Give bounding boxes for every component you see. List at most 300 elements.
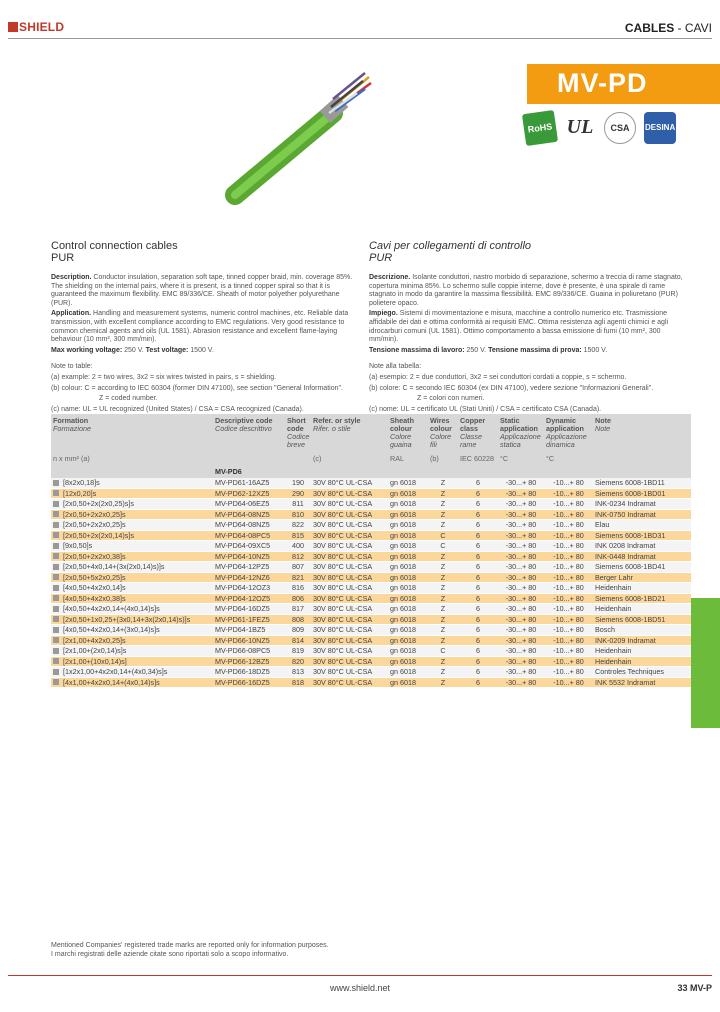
cell-dynamic: -10...+ 80 xyxy=(544,646,593,657)
cell-static: -30...+ 80 xyxy=(498,488,544,499)
cell-class: 6 xyxy=(458,530,498,541)
it-note-b2: Z = colori con numeri. xyxy=(417,395,485,403)
cell-static: -30...+ 80 xyxy=(498,667,544,678)
it-note-a: (a) esempio: 2 = due conduttori, 3x2 = sei conduttori cordati a coppie, s = schermo. xyxy=(369,373,627,381)
table-row xyxy=(51,593,691,604)
cell-sheath: gn 6018 xyxy=(388,520,428,531)
cell-code: MV-PD64-06EZ5 xyxy=(213,499,285,510)
cell-code: MV-PD64-1BZ5 xyxy=(213,625,285,636)
cell-dynamic: -10...+ 80 xyxy=(544,614,593,625)
unit-cell xyxy=(213,452,285,466)
cell-short: 811 xyxy=(285,499,311,510)
table-row xyxy=(51,635,691,646)
cell-wires: Z xyxy=(428,509,458,520)
cell-dynamic: -10...+ 80 xyxy=(544,499,593,510)
row-marker-icon xyxy=(53,522,59,528)
cell-sheath: gn 6018 xyxy=(388,488,428,499)
cell-code: MV-PD66-16DZ5 xyxy=(213,677,285,688)
unit-cell: °C xyxy=(544,452,593,466)
row-marker-icon xyxy=(53,627,59,633)
table-row xyxy=(51,625,691,636)
unit-cell: (b) xyxy=(428,452,458,466)
cell-short: 821 xyxy=(285,572,311,583)
cell-note: Heidenhain xyxy=(593,656,691,667)
cell-formation: [4x1,00+4x2x0,14+(4x0,14)s]s xyxy=(51,677,213,688)
cell-ref: 30V 80°C UL-CSA xyxy=(311,646,388,657)
page-number: 33 MV-P xyxy=(677,983,712,993)
cell-sheath: gn 6018 xyxy=(388,614,428,625)
row-marker-icon xyxy=(53,553,59,559)
row-marker-icon xyxy=(53,658,59,664)
table-header xyxy=(51,414,691,452)
row-marker-icon xyxy=(53,606,59,612)
cell-static: -30...+ 80 xyxy=(498,625,544,636)
ul-icon: UL xyxy=(566,116,594,138)
cell-sheath: gn 6018 xyxy=(388,478,428,488)
cell-short: 813 xyxy=(285,667,311,678)
table-row xyxy=(51,583,691,594)
cell-formation: [2x1,00+(2x0,14)s]s xyxy=(51,646,213,657)
cell-ref: 30V 80°C UL-CSA xyxy=(311,499,388,510)
cell-dynamic: -10...+ 80 xyxy=(544,677,593,688)
cell-wires: Z xyxy=(428,625,458,636)
cell-class: 6 xyxy=(458,488,498,499)
footnotes xyxy=(51,941,329,959)
cell-note: Bosch xyxy=(593,625,691,636)
cell-static: -30...+ 80 xyxy=(498,572,544,583)
bottom-divider xyxy=(8,975,712,976)
cell-ref: 30V 80°C UL-CSA xyxy=(311,635,388,646)
desina-icon: DESINA xyxy=(644,112,676,144)
cell-ref: 30V 80°C UL-CSA xyxy=(311,583,388,594)
cell-formation: [2x0,50+2x2x0,25]s xyxy=(51,520,213,531)
cell-wires: Z xyxy=(428,593,458,604)
en-voltage: Max working voltage: 250 V. Test voltage: 1500 V. xyxy=(51,346,214,354)
table-row xyxy=(51,604,691,615)
cell-class: 6 xyxy=(458,520,498,531)
cell-short: 816 xyxy=(285,583,311,594)
cell-dynamic: -10...+ 80 xyxy=(544,604,593,615)
cell-wires: Z xyxy=(428,667,458,678)
cell-sheath: gn 6018 xyxy=(388,677,428,688)
cell-wires: Z xyxy=(428,635,458,646)
cell-ref: 30V 80°C UL-CSA xyxy=(311,478,388,488)
cell-note: Elau xyxy=(593,520,691,531)
row-marker-icon xyxy=(53,564,59,570)
cell-note: INK 0208 Indramat xyxy=(593,541,691,552)
cell-wires: Z xyxy=(428,614,458,625)
product-banner xyxy=(527,64,720,104)
row-marker-icon xyxy=(53,480,59,486)
cell-note: Siemens 6008-1BD51 xyxy=(593,614,691,625)
cell-dynamic: -10...+ 80 xyxy=(544,530,593,541)
table-row xyxy=(51,551,691,562)
cell-formation: [2x0,50+2x(2x0,25)s]s xyxy=(51,499,213,510)
italian-title: Cavi per collegamenti di controllo PUR xyxy=(369,240,532,264)
cell-wires: Z xyxy=(428,656,458,667)
cell-formation: [9x0,50]s xyxy=(51,541,213,552)
cell-code: MV-PD61-1FEZ5 xyxy=(213,614,285,625)
cell-note: Heidenhain xyxy=(593,583,691,594)
cell-code: MV-PD64-10NZ5 xyxy=(213,551,285,562)
cell-static: -30...+ 80 xyxy=(498,583,544,594)
cell-code: MV-PD64-12OZ3 xyxy=(213,583,285,594)
unit-cell: IEC 60228 xyxy=(458,452,498,466)
units-row xyxy=(51,452,691,466)
footnote-en: Mentioned Companies' registered trade marks are reported only for information purposes. xyxy=(51,942,329,949)
cell-short: 812 xyxy=(285,551,311,562)
cell-dynamic: -10...+ 80 xyxy=(544,520,593,531)
cell-wires: Z xyxy=(428,604,458,615)
unit-cell xyxy=(593,452,691,466)
cell-short: 807 xyxy=(285,562,311,573)
cell-note: Siemens 6008-1BD31 xyxy=(593,530,691,541)
it-note-b: (b) colore: C = secondo IEC 60304 (ex DIN 47100), vedere sezione "Informazioni Generali". xyxy=(369,384,654,392)
cell-note: Controles Techniques xyxy=(593,667,691,678)
en-application: Application. Handling and measurement systems, numeric control machines, etc. Reliable data transmission, with excellent compliance according to EMC regulations. Very good resistance to common chemical agents and oils (UL 1581). Abrasion resistance and excellent flame-laying behaviour (10 mm², 300 mm/min). xyxy=(51,310,349,344)
cell-short: 815 xyxy=(285,530,311,541)
column-header: Wires colour Colore fili xyxy=(428,414,458,452)
cell-short: 819 xyxy=(285,646,311,657)
cell-ref: 30V 80°C UL-CSA xyxy=(311,656,388,667)
spec-table xyxy=(51,414,691,688)
cell-ref: 30V 80°C UL-CSA xyxy=(311,677,388,688)
cell-formation: [2x0,50+4x0,14+(3x(2x0,14)s)]s xyxy=(51,562,213,573)
cell-dynamic: -10...+ 80 xyxy=(544,635,593,646)
row-marker-icon xyxy=(53,595,59,601)
cell-class: 6 xyxy=(458,509,498,520)
en-note-c: (c) name: UL = UL recognized (United States) / CSA = CSA recognized (Canada). xyxy=(51,405,304,413)
cell-dynamic: -10...+ 80 xyxy=(544,656,593,667)
group-label: MV-PD6 xyxy=(213,466,691,478)
cell-ref: 30V 80°C UL-CSA xyxy=(311,593,388,604)
it-application: Impiego. Sistemi di movimentazione e misura, macchine a controllo numerico etc. Trasmissione affidabile dei dati e ottima conformità ai requisiti EMC. Ottima resistenza agli agenti chimici e agli idrocarburi comuni (UL 1581). Ottimo comportamento a bassa emissione di fumi (10 mm², 300 mm/min). xyxy=(369,310,669,344)
website-link[interactable]: www.shield.net xyxy=(329,983,391,993)
cell-dynamic: -10...+ 80 xyxy=(544,667,593,678)
cell-class: 6 xyxy=(458,551,498,562)
cell-code: MV-PD66-08PC5 xyxy=(213,646,285,657)
cell-class: 6 xyxy=(458,499,498,510)
cell-ref: 30V 80°C UL-CSA xyxy=(311,509,388,520)
column-header: Note Note xyxy=(593,414,691,452)
cell-wires: Z xyxy=(428,520,458,531)
table-row xyxy=(51,478,691,488)
cell-static: -30...+ 80 xyxy=(498,478,544,488)
cell-wires: C xyxy=(428,530,458,541)
it-notes-title: Note alla tabella: xyxy=(369,363,422,371)
cell-ref: 30V 80°C UL-CSA xyxy=(311,541,388,552)
table-row xyxy=(51,646,691,657)
cell-sheath: gn 6018 xyxy=(388,635,428,646)
cell-static: -30...+ 80 xyxy=(498,499,544,510)
cell-static: -30...+ 80 xyxy=(498,677,544,688)
cell-class: 6 xyxy=(458,635,498,646)
cell-code: MV-PD64-08PC5 xyxy=(213,530,285,541)
cell-class: 6 xyxy=(458,604,498,615)
cell-static: -30...+ 80 xyxy=(498,541,544,552)
cell-sheath: gn 6018 xyxy=(388,593,428,604)
cell-sheath: gn 6018 xyxy=(388,656,428,667)
cell-short: 400 xyxy=(285,541,311,552)
cell-ref: 30V 80°C UL-CSA xyxy=(311,562,388,573)
cell-short: 809 xyxy=(285,625,311,636)
cell-dynamic: -10...+ 80 xyxy=(544,583,593,594)
cell-code: MV-PD66-12BZ5 xyxy=(213,656,285,667)
cell-code: MV-PD66-18DZ5 xyxy=(213,667,285,678)
row-marker-icon xyxy=(53,501,59,507)
cell-ref: 30V 80°C UL-CSA xyxy=(311,667,388,678)
cell-code: MV-PD64-12PZ5 xyxy=(213,562,285,573)
unit-cell: n x mm² (a) xyxy=(51,452,213,466)
cell-short: 190 xyxy=(285,478,311,488)
cell-sheath: gn 6018 xyxy=(388,625,428,636)
cell-short: 808 xyxy=(285,614,311,625)
cell-class: 6 xyxy=(458,541,498,552)
cell-formation: [4x0,50+4x2x0,38]s xyxy=(51,593,213,604)
en-notes-title: Note to table: xyxy=(51,363,93,371)
cell-static: -30...+ 80 xyxy=(498,551,544,562)
row-marker-icon xyxy=(53,585,59,591)
table-row xyxy=(51,530,691,541)
column-header: Sheath colour Colore guaina xyxy=(388,414,428,452)
cell-wires: Z xyxy=(428,478,458,488)
unit-cell: RAL xyxy=(388,452,428,466)
cell-code: MV-PD64-12NZ6 xyxy=(213,572,285,583)
cell-formation: [2x0,50+1x0,25+(3x0,14+3x(2x0,14)s)]s xyxy=(51,614,213,625)
column-header: Descriptive code Codice descrittivo xyxy=(213,414,285,452)
cell-static: -30...+ 80 xyxy=(498,646,544,657)
row-marker-icon xyxy=(53,616,59,622)
cell-sheath: gn 6018 xyxy=(388,499,428,510)
cell-static: -30...+ 80 xyxy=(498,530,544,541)
section-rest: CAVI xyxy=(684,21,712,35)
cell-code: MV-PD61-16AZ5 xyxy=(213,478,285,488)
cell-static: -30...+ 80 xyxy=(498,509,544,520)
en-note-b: (b) colour: C = according to IEC 60304 (former DIN 47100), see section "General Information". xyxy=(51,384,343,392)
table-row xyxy=(51,562,691,573)
cell-formation: [2x0,50+2x2x0,38]s xyxy=(51,551,213,562)
column-header: Formation Formazione xyxy=(51,414,213,452)
cell-short: 820 xyxy=(285,656,311,667)
it-voltage: Tensione massima di lavoro: 250 V. Tensione massima di prova: 1500 V. xyxy=(369,346,608,354)
cell-wires: Z xyxy=(428,499,458,510)
group-row xyxy=(51,466,691,478)
cell-note: Siemens 6008-1BD01 xyxy=(593,488,691,499)
cell-class: 6 xyxy=(458,478,498,488)
cell-dynamic: -10...+ 80 xyxy=(544,488,593,499)
row-marker-icon xyxy=(53,511,59,517)
cell-static: -30...+ 80 xyxy=(498,562,544,573)
cell-code: MV-PD64-08NZ5 xyxy=(213,520,285,531)
cell-short: 814 xyxy=(285,635,311,646)
cell-sheath: gn 6018 xyxy=(388,562,428,573)
table-row xyxy=(51,488,691,499)
product-title: MV-PD xyxy=(557,68,648,98)
unit-cell: °C xyxy=(498,452,544,466)
cell-class: 6 xyxy=(458,656,498,667)
cell-formation: [2x0,50+5x2x0,25]s xyxy=(51,572,213,583)
cell-formation: [8x2x0,18]s xyxy=(51,478,213,488)
column-header: Short code Codice breve xyxy=(285,414,311,452)
cell-dynamic: -10...+ 80 xyxy=(544,625,593,636)
cell-note: Heidenhain xyxy=(593,646,691,657)
table-row xyxy=(51,667,691,678)
cell-class: 6 xyxy=(458,593,498,604)
cell-formation: [2x0,50+2x2x0,25]s xyxy=(51,509,213,520)
cell-short: 822 xyxy=(285,520,311,531)
cell-ref: 30V 80°C UL-CSA xyxy=(311,572,388,583)
cell-ref: 30V 80°C UL-CSA xyxy=(311,604,388,615)
cell-static: -30...+ 80 xyxy=(498,520,544,531)
cell-code: MV-PD64-08NZ5 xyxy=(213,509,285,520)
cell-note: Siemens 6008-1BD11 xyxy=(593,478,691,488)
logo-mark-icon xyxy=(8,22,18,32)
cell-wires: Z xyxy=(428,572,458,583)
cell-note: INK-0750 Indramat xyxy=(593,509,691,520)
cell-class: 6 xyxy=(458,625,498,636)
cell-sheath: gn 6018 xyxy=(388,541,428,552)
cell-class: 6 xyxy=(458,667,498,678)
shield-logo xyxy=(8,20,64,34)
cell-short: 290 xyxy=(285,488,311,499)
cell-short: 817 xyxy=(285,604,311,615)
rohs-icon: RoHS xyxy=(522,110,558,146)
table-row xyxy=(51,541,691,552)
cell-static: -30...+ 80 xyxy=(498,593,544,604)
cell-formation: [2x1,00+(10x0,14)s] xyxy=(51,656,213,667)
cell-formation: [2x1,00+4x2x0,25]s xyxy=(51,635,213,646)
cell-code: MV-PD66-10NZ5 xyxy=(213,635,285,646)
cell-note: Heidenhain xyxy=(593,604,691,615)
cell-sheath: gn 6018 xyxy=(388,509,428,520)
table-row xyxy=(51,656,691,667)
cable-image xyxy=(225,55,375,210)
cell-sheath: gn 6018 xyxy=(388,646,428,657)
unit-cell: (c) xyxy=(311,452,388,466)
cell-dynamic: -10...+ 80 xyxy=(544,541,593,552)
cell-formation: [4x0,50+4x2x0,14+(4x0,14)s]s xyxy=(51,604,213,615)
section-header xyxy=(625,21,712,35)
section-sep: - xyxy=(674,21,685,35)
english-description xyxy=(51,240,361,416)
row-marker-icon xyxy=(53,679,59,685)
row-marker-icon xyxy=(53,637,59,643)
cell-sheath: gn 6018 xyxy=(388,667,428,678)
cell-dynamic: -10...+ 80 xyxy=(544,572,593,583)
cell-dynamic: -10...+ 80 xyxy=(544,509,593,520)
cell-code: MV-PD62-12XZ5 xyxy=(213,488,285,499)
it-note-c: (c) nome: UL = certificato UL (Stati Uniti) / CSA = certificato CSA (Canada). xyxy=(369,405,602,413)
table-row xyxy=(51,509,691,520)
table-row xyxy=(51,520,691,531)
en-description: Description. Conductor insulation, separation soft tape, tinned copper braid, min. coverage 85%. The shielding on the internal pairs, where it is present, is a tinned copper spiral so that it is guaranteed the maximum flexibility. EMC 89/336/CE. Sheath of motor polyether polyurethane (PUR). xyxy=(51,274,353,307)
unit-cell xyxy=(285,452,311,466)
row-marker-icon xyxy=(53,669,59,675)
cell-formation: [4x0,50+4x2x0,14+(3x0,14)s]s xyxy=(51,625,213,636)
column-header: Dynamic application Applicazione dinamica xyxy=(544,414,593,452)
cell-ref: 30V 80°C UL-CSA xyxy=(311,530,388,541)
cell-wires: Z xyxy=(428,488,458,499)
top-divider xyxy=(8,38,712,39)
cell-static: -30...+ 80 xyxy=(498,635,544,646)
cell-wires: Z xyxy=(428,583,458,594)
row-marker-icon xyxy=(53,648,59,654)
cell-static: -30...+ 80 xyxy=(498,614,544,625)
cell-sheath: gn 6018 xyxy=(388,583,428,594)
cell-class: 6 xyxy=(458,583,498,594)
cell-formation: [1x2x1,00+4x2x0,14+(4x0,34)s]s xyxy=(51,667,213,678)
column-header: Refer. or style Rifer. o stile xyxy=(311,414,388,452)
cell-dynamic: -10...+ 80 xyxy=(544,478,593,488)
column-header: Static application Applicazione statica xyxy=(498,414,544,452)
cell-note: INK-0209 Indramat xyxy=(593,635,691,646)
cell-wires: Z xyxy=(428,562,458,573)
cell-ref: 30V 80°C UL-CSA xyxy=(311,614,388,625)
cell-dynamic: -10...+ 80 xyxy=(544,551,593,562)
cell-sheath: gn 6018 xyxy=(388,530,428,541)
cell-ref: 30V 80°C UL-CSA xyxy=(311,625,388,636)
cell-note: Siemens 6008-1BD41 xyxy=(593,562,691,573)
row-marker-icon xyxy=(53,574,59,580)
cell-note: INK-0234 Indramat xyxy=(593,499,691,510)
cell-class: 6 xyxy=(458,572,498,583)
cell-code: MV-PD64-16DZ5 xyxy=(213,604,285,615)
cell-note: Berger Lahr xyxy=(593,572,691,583)
cell-class: 6 xyxy=(458,614,498,625)
cell-short: 806 xyxy=(285,593,311,604)
cell-ref: 30V 80°C UL-CSA xyxy=(311,520,388,531)
cell-ref: 30V 80°C UL-CSA xyxy=(311,551,388,562)
cell-class: 6 xyxy=(458,646,498,657)
cell-wires: C xyxy=(428,646,458,657)
cell-formation: [2x0,50+2x(2x0,14)s]s xyxy=(51,530,213,541)
table-row xyxy=(51,614,691,625)
cell-class: 6 xyxy=(458,677,498,688)
cell-sheath: gn 6018 xyxy=(388,604,428,615)
cell-code: MV-PD64-12OZ5 xyxy=(213,593,285,604)
cell-sheath: gn 6018 xyxy=(388,551,428,562)
cell-wires: Z xyxy=(428,551,458,562)
section-bold: CABLES xyxy=(624,21,675,35)
cell-sheath: gn 6018 xyxy=(388,572,428,583)
en-note-a: (a) example: 2 = two wires, 3x2 = six wires twisted in pairs, s = shielding. xyxy=(51,373,277,381)
side-tab xyxy=(691,598,720,728)
cell-ref: 30V 80°C UL-CSA xyxy=(311,488,388,499)
cell-wires: Z xyxy=(428,677,458,688)
cell-note: INK-0448 Indramat xyxy=(593,551,691,562)
footnote-it: I marchi registrati delle aziende citate sono riportati solo a scopo informativo. xyxy=(51,951,289,958)
cell-formation: [12x0,20]s xyxy=(51,488,213,499)
table-row xyxy=(51,572,691,583)
cell-static: -30...+ 80 xyxy=(498,656,544,667)
certification-logos xyxy=(524,112,676,144)
cell-formation: [4x0,50+4x2x0,14]s xyxy=(51,583,213,594)
it-description: Descrizione. Isolante conduttori, nastro morbido di separazione, schermo a treccia di rame stagnato, copertura minima 85%. Lo schermo sulle coppie interne, dove è presente, è una spirale di rame stagnato in modo da garantire la massima flessibilità. EMC 89/336/CE. Guaina in poliuretano (PUR) polietere opaco. xyxy=(369,274,683,307)
cell-code: MV-PD64-09XC5 xyxy=(213,541,285,552)
cell-static: -30...+ 80 xyxy=(498,604,544,615)
cell-class: 6 xyxy=(458,562,498,573)
english-title: Control connection cables PUR xyxy=(51,240,178,264)
logo-text: SHIELD xyxy=(19,20,65,34)
cell-note: INK 5532 Indramat xyxy=(593,677,691,688)
csa-icon: CSA xyxy=(604,112,636,144)
en-note-b2: Z = coded number. xyxy=(99,395,158,403)
cell-dynamic: -10...+ 80 xyxy=(544,562,593,573)
table-row xyxy=(51,677,691,688)
cell-note: Siemens 6008-1BD21 xyxy=(593,593,691,604)
italian-description xyxy=(369,240,689,416)
cell-short: 810 xyxy=(285,509,311,520)
